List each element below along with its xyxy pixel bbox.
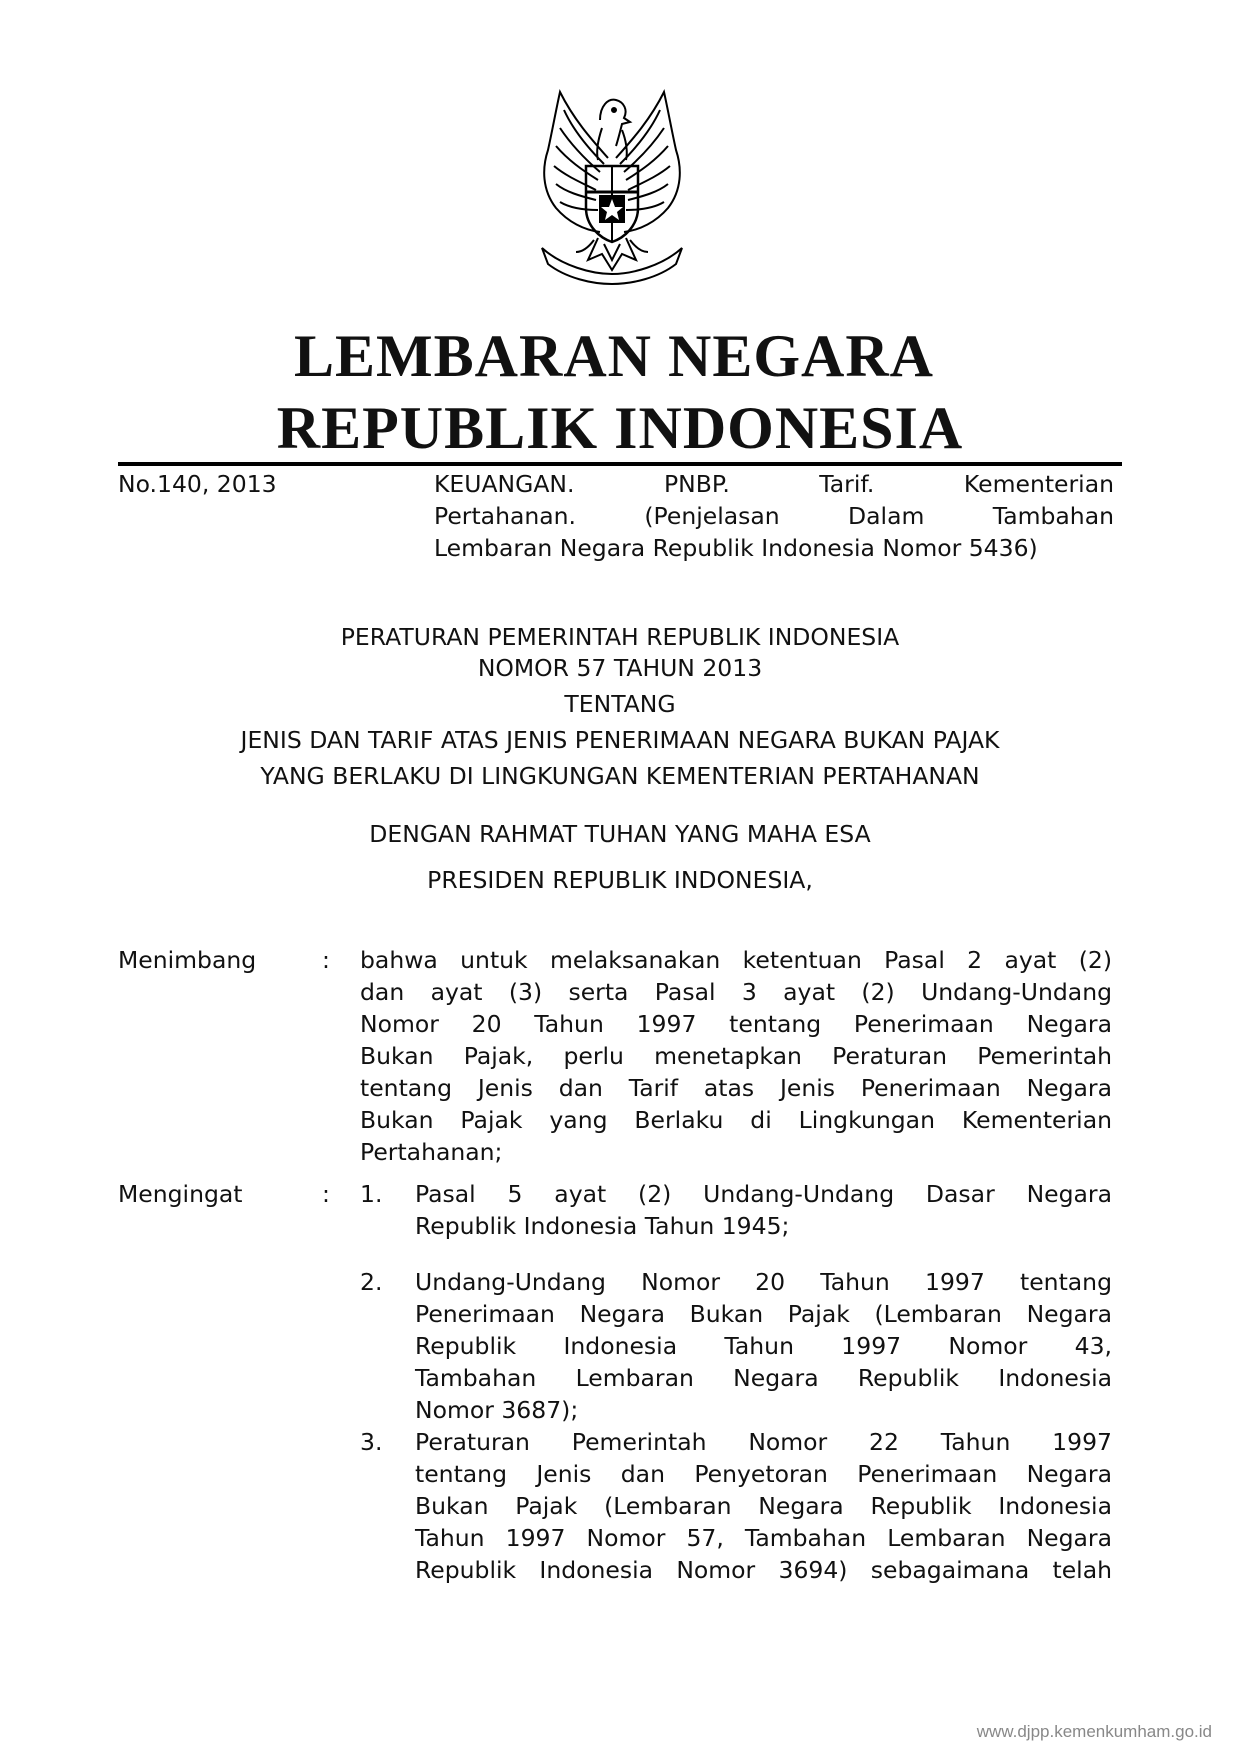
menimbang-line: Bukan Pajak, perlu menetapkan Peraturan Pemerintah <box>360 1042 1112 1070</box>
mengingat-line: Tambahan Lembaran Negara Republik Indonesia <box>415 1364 1112 1392</box>
mengingat-line: Republik Indonesia Tahun 1997 Nomor 43, <box>415 1332 1112 1360</box>
president-heading: PRESIDEN REPUBLIK INDONESIA, <box>427 866 813 894</box>
menimbang-line: Pertahanan; <box>360 1138 503 1166</box>
mengingat-item-number: 3. <box>360 1428 383 1456</box>
mengingat-line: Penerimaan Negara Bukan Pajak (Lembaran Negara <box>415 1300 1112 1328</box>
menimbang-line: dan ayat (3) serta Pasal 3 ayat (2) Undang-Undang <box>360 978 1112 1006</box>
regulation-title: PERATURAN PEMERINTAH REPUBLIK INDONESIA <box>340 623 900 651</box>
regulation-number: NOMOR 57 TAHUN 2013 <box>477 654 763 682</box>
masthead-line-2: REPUBLIK INDONESIA <box>276 395 964 461</box>
mengingat-line: Peraturan Pemerintah Nomor 22 Tahun 1997 <box>415 1428 1112 1456</box>
mengingat-line: Undang-Undang Nomor 20 Tahun 1997 tentang <box>415 1268 1112 1296</box>
mengingat-label: Mengingat <box>118 1180 243 1208</box>
mengingat-line: Republik Indonesia Tahun 1945; <box>415 1212 790 1240</box>
menimbang-line: Bukan Pajak yang Berlaku di Lingkungan Kementerian <box>360 1106 1112 1134</box>
mengingat-colon: : <box>322 1180 330 1208</box>
preamble-invocation: DENGAN RAHMAT TUHAN YANG MAHA ESA <box>369 820 871 848</box>
masthead-line-1: LEMBARAN NEGARA <box>293 323 935 389</box>
regulation-subject-line-2: YANG BERLAKU DI LINGKUNGAN KEMENTERIAN PERTAHANAN <box>260 762 980 790</box>
header-divider <box>118 462 1122 466</box>
mengingat-item-1 <box>415 1178 1112 1242</box>
tentang-heading: TENTANG <box>564 690 676 718</box>
mengingat-line: tentang Jenis dan Penyetoran Penerimaan Negara <box>415 1460 1112 1488</box>
menimbang-colon: : <box>322 946 330 974</box>
source-url: www.djpp.kemenkumham.go.id <box>976 1722 1212 1741</box>
menimbang-line: bahwa untuk melaksanakan ketentuan Pasal 2 ayat (2) <box>360 946 1112 974</box>
mengingat-item-2 <box>415 1266 1112 1426</box>
mengingat-line: Bukan Pajak (Lembaran Negara Republik Indonesia <box>415 1492 1112 1520</box>
menimbang-line: Nomor 20 Tahun 1997 tentang Penerimaan Negara <box>360 1010 1112 1038</box>
menimbang-label: Menimbang <box>118 946 257 974</box>
garuda-pancasila-icon <box>512 80 712 290</box>
description-line: Lembaran Negara Republik Indonesia Nomor 5436) <box>434 534 1038 562</box>
mengingat-item-number: 1. <box>360 1180 383 1208</box>
description-line: KEUANGAN. PNBP. Tarif. Kementerian <box>434 470 1114 498</box>
regulation-subject-line-1: JENIS DAN TARIF ATAS JENIS PENERIMAAN NEGARA BUKAN PAJAK <box>240 726 1000 754</box>
mengingat-line: Republik Indonesia Nomor 3694) sebagaimana telah <box>415 1556 1112 1584</box>
description-line: Pertahanan. (Penjelasan Dalam Tambahan <box>434 502 1114 530</box>
mengingat-line: Pasal 5 ayat (2) Undang-Undang Dasar Negara <box>415 1180 1112 1208</box>
gazette-description <box>434 468 1114 564</box>
menimbang-line: tentang Jenis dan Tarif atas Jenis Penerimaan Negara <box>360 1074 1112 1102</box>
menimbang-text <box>360 944 1112 1168</box>
gazette-number: No.140, 2013 <box>118 470 277 498</box>
mengingat-item-number: 2. <box>360 1268 383 1296</box>
mengingat-line: Nomor 3687); <box>415 1396 579 1424</box>
mengingat-line: Tahun 1997 Nomor 57, Tambahan Lembaran Negara <box>415 1524 1112 1552</box>
mengingat-item-3 <box>415 1426 1112 1586</box>
